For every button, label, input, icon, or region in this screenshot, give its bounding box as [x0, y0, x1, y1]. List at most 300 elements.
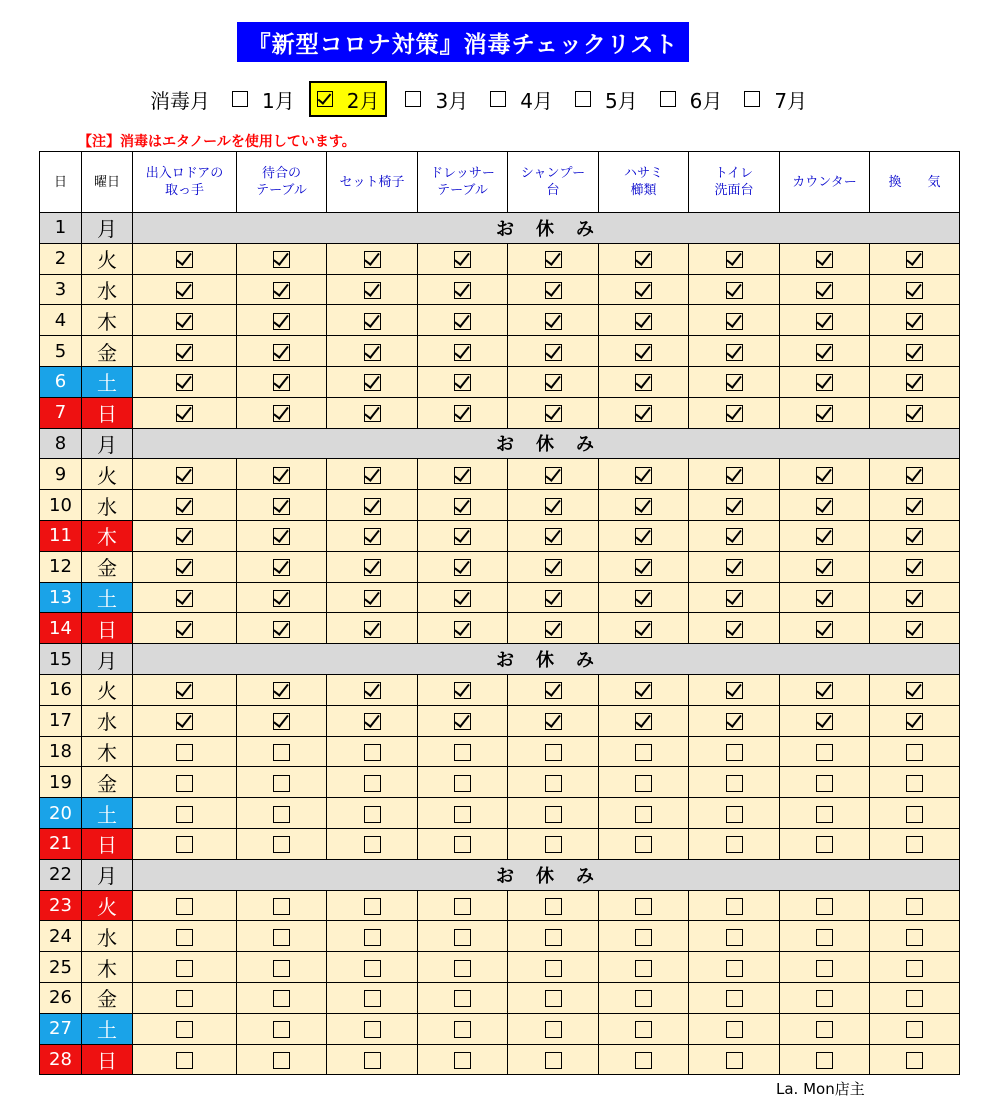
checked-box-icon[interactable] [176, 344, 193, 361]
empty-box-icon[interactable] [744, 91, 760, 107]
checked-box-icon[interactable] [364, 251, 381, 268]
empty-box-icon[interactable] [545, 929, 562, 946]
check-cell [599, 243, 689, 274]
check-cell [870, 1044, 960, 1075]
header-column [780, 152, 870, 213]
check-cell [327, 490, 418, 521]
check-cell [133, 305, 237, 336]
checked-box-icon[interactable] [364, 313, 381, 330]
checked-box-icon[interactable] [816, 559, 833, 576]
checked-box-icon[interactable] [816, 590, 833, 607]
day-cell: 10 [40, 490, 82, 521]
day-cell: 7 [40, 397, 82, 428]
month-label: 6月 [689, 88, 723, 113]
table-row [40, 613, 960, 644]
header-column [599, 152, 689, 213]
header-column [870, 152, 960, 213]
month-option[interactable] [228, 83, 299, 115]
checked-box-icon[interactable] [635, 405, 652, 422]
check-cell [327, 274, 418, 305]
check-cell [599, 520, 689, 551]
checked-box-icon[interactable] [635, 251, 652, 268]
empty-box-icon[interactable] [726, 1021, 743, 1038]
empty-box-icon[interactable] [726, 898, 743, 915]
checked-box-icon[interactable] [635, 528, 652, 545]
checked-box-icon[interactable] [273, 313, 290, 330]
table-row [40, 243, 960, 274]
empty-box-icon[interactable] [273, 806, 290, 823]
checked-box-icon[interactable] [176, 251, 193, 268]
checked-box-icon[interactable] [906, 313, 923, 330]
header-column [133, 152, 237, 213]
checked-box-icon[interactable] [635, 682, 652, 699]
empty-box-icon[interactable] [635, 744, 652, 761]
empty-box-icon[interactable] [906, 1052, 923, 1069]
checked-box-icon[interactable] [906, 374, 923, 391]
checked-box-icon[interactable] [816, 313, 833, 330]
empty-box-icon[interactable] [490, 91, 506, 107]
month-option[interactable] [309, 81, 388, 117]
checked-box-icon[interactable] [726, 713, 743, 730]
check-cell [133, 336, 237, 367]
checked-box-icon[interactable] [726, 374, 743, 391]
check-cell [133, 366, 237, 397]
weekday-cell: 水 [82, 490, 133, 521]
checked-box-icon[interactable] [545, 344, 562, 361]
month-option[interactable] [740, 83, 811, 115]
checked-box-icon[interactable] [273, 559, 290, 576]
empty-box-icon[interactable] [816, 744, 833, 761]
check-cell [508, 1044, 599, 1075]
check-cell [870, 952, 960, 983]
checked-box-icon[interactable] [364, 467, 381, 484]
checked-box-icon[interactable] [816, 374, 833, 391]
check-cell [133, 274, 237, 305]
checked-box-icon[interactable] [454, 344, 471, 361]
checked-box-icon[interactable] [545, 467, 562, 484]
day-cell: 4 [40, 305, 82, 336]
checked-box-icon[interactable] [635, 713, 652, 730]
check-cell [599, 767, 689, 798]
empty-box-icon[interactable] [364, 1021, 381, 1038]
check-cell [870, 397, 960, 428]
check-cell [870, 1013, 960, 1044]
month-option[interactable] [571, 83, 642, 115]
checked-box-icon[interactable] [273, 374, 290, 391]
checked-box-icon[interactable] [635, 559, 652, 576]
check-cell [133, 243, 237, 274]
day-cell: 22 [40, 859, 82, 890]
checked-box-icon[interactable] [545, 374, 562, 391]
empty-box-icon[interactable] [364, 1052, 381, 1069]
checked-box-icon[interactable] [726, 282, 743, 299]
empty-box-icon[interactable] [176, 806, 193, 823]
checked-box-icon[interactable] [454, 282, 471, 299]
checked-box-icon[interactable] [906, 559, 923, 576]
check-cell [133, 520, 237, 551]
checked-box-icon[interactable] [545, 713, 562, 730]
day-cell: 26 [40, 982, 82, 1013]
day-cell: 19 [40, 767, 82, 798]
checked-box-icon[interactable] [273, 344, 290, 361]
empty-box-icon[interactable] [635, 898, 652, 915]
checked-box-icon[interactable] [726, 498, 743, 515]
empty-box-icon[interactable] [176, 836, 193, 853]
checked-box-icon[interactable] [176, 621, 193, 638]
empty-box-icon[interactable] [635, 960, 652, 977]
check-cell [689, 243, 780, 274]
checked-box-icon[interactable] [176, 528, 193, 545]
check-cell [870, 890, 960, 921]
check-cell [418, 274, 508, 305]
check-cell [780, 613, 870, 644]
empty-box-icon[interactable] [726, 836, 743, 853]
checked-box-icon[interactable] [906, 251, 923, 268]
checked-box-icon[interactable] [545, 313, 562, 330]
empty-box-icon[interactable] [176, 929, 193, 946]
check-cell [508, 613, 599, 644]
checked-box-icon[interactable] [726, 682, 743, 699]
checked-box-icon[interactable] [545, 405, 562, 422]
empty-box-icon[interactable] [364, 929, 381, 946]
checked-box-icon[interactable] [176, 559, 193, 576]
checked-box-icon[interactable] [545, 498, 562, 515]
empty-box-icon[interactable] [545, 990, 562, 1007]
checked-box-icon[interactable] [454, 682, 471, 699]
empty-box-icon[interactable] [726, 744, 743, 761]
checked-box-icon[interactable] [364, 344, 381, 361]
empty-box-icon[interactable] [816, 1052, 833, 1069]
empty-box-icon[interactable] [816, 898, 833, 915]
closed-day-cell: お 休 み [133, 428, 960, 459]
checked-box-icon[interactable] [545, 590, 562, 607]
empty-box-icon[interactable] [232, 91, 248, 107]
checked-box-icon[interactable] [364, 713, 381, 730]
weekday-cell: 火 [82, 243, 133, 274]
empty-box-icon[interactable] [906, 836, 923, 853]
empty-box-icon[interactable] [906, 1021, 923, 1038]
empty-box-icon[interactable] [364, 960, 381, 977]
closed-day-cell: お 休 み [133, 644, 960, 675]
empty-box-icon[interactable] [364, 744, 381, 761]
checked-box-icon[interactable] [816, 528, 833, 545]
day-cell: 8 [40, 428, 82, 459]
empty-box-icon[interactable] [545, 744, 562, 761]
check-cell [508, 490, 599, 521]
empty-box-icon[interactable] [454, 898, 471, 915]
weekday-cell: 金 [82, 982, 133, 1013]
empty-box-icon[interactable] [176, 960, 193, 977]
check-cell [508, 1013, 599, 1044]
checked-box-icon[interactable] [273, 251, 290, 268]
empty-box-icon[interactable] [273, 898, 290, 915]
checked-box-icon[interactable] [454, 559, 471, 576]
checked-box-icon[interactable] [816, 282, 833, 299]
empty-box-icon[interactable] [176, 775, 193, 792]
checked-box-icon[interactable] [906, 528, 923, 545]
checked-box-icon[interactable] [726, 344, 743, 361]
checked-box-icon[interactable] [454, 405, 471, 422]
empty-box-icon[interactable] [635, 806, 652, 823]
checked-box-icon[interactable] [906, 713, 923, 730]
empty-box-icon[interactable] [454, 806, 471, 823]
checked-box-icon[interactable] [906, 590, 923, 607]
check-cell [780, 921, 870, 952]
checked-box-icon[interactable] [454, 251, 471, 268]
checked-box-icon[interactable] [176, 282, 193, 299]
check-cell [870, 520, 960, 551]
checked-box-icon[interactable] [635, 621, 652, 638]
check-cell [870, 613, 960, 644]
checked-box-icon[interactable] [906, 405, 923, 422]
empty-box-icon[interactable] [726, 990, 743, 1007]
checked-box-icon[interactable] [726, 559, 743, 576]
table-row [40, 736, 960, 767]
empty-box-icon[interactable] [273, 775, 290, 792]
checked-box-icon[interactable] [364, 559, 381, 576]
table-row [40, 428, 960, 459]
check-cell [780, 890, 870, 921]
checked-box-icon[interactable] [364, 374, 381, 391]
checked-box-icon[interactable] [176, 374, 193, 391]
empty-box-icon[interactable] [816, 990, 833, 1007]
checked-box-icon[interactable] [906, 282, 923, 299]
check-cell [599, 736, 689, 767]
checked-box-icon[interactable] [545, 559, 562, 576]
checked-box-icon[interactable] [454, 313, 471, 330]
empty-box-icon[interactable] [273, 929, 290, 946]
table-row [40, 551, 960, 582]
empty-box-icon[interactable] [660, 91, 676, 107]
checked-box-icon[interactable] [545, 528, 562, 545]
checked-box-icon[interactable] [364, 590, 381, 607]
checked-box-icon[interactable] [635, 498, 652, 515]
checked-box-icon[interactable] [176, 405, 193, 422]
empty-box-icon[interactable] [906, 929, 923, 946]
month-option[interactable] [656, 83, 727, 115]
empty-box-icon[interactable] [816, 929, 833, 946]
checked-box-icon[interactable] [726, 621, 743, 638]
checked-box-icon[interactable] [545, 282, 562, 299]
checked-box-icon[interactable] [176, 498, 193, 515]
empty-box-icon[interactable] [405, 91, 421, 107]
empty-box-icon[interactable] [816, 836, 833, 853]
checked-box-icon[interactable] [176, 682, 193, 699]
check-cell [689, 551, 780, 582]
checked-box-icon[interactable] [726, 528, 743, 545]
empty-box-icon[interactable] [906, 806, 923, 823]
checked-box-icon[interactable] [635, 374, 652, 391]
checked-box-icon[interactable] [635, 590, 652, 607]
checked-box-icon[interactable] [364, 282, 381, 299]
checked-box-icon[interactable] [273, 405, 290, 422]
check-cell [418, 921, 508, 952]
empty-box-icon[interactable] [635, 836, 652, 853]
check-cell [133, 767, 237, 798]
empty-box-icon[interactable] [364, 836, 381, 853]
empty-box-icon[interactable] [816, 960, 833, 977]
empty-box-icon[interactable] [635, 775, 652, 792]
check-cell [237, 582, 327, 613]
check-cell [508, 982, 599, 1013]
checked-box-icon[interactable] [273, 498, 290, 515]
empty-box-icon[interactable] [364, 775, 381, 792]
checked-box-icon[interactable] [273, 621, 290, 638]
empty-box-icon[interactable] [635, 1021, 652, 1038]
empty-box-icon[interactable] [454, 1052, 471, 1069]
checked-box-icon[interactable] [816, 251, 833, 268]
month-option[interactable] [486, 83, 557, 115]
checked-box-icon[interactable] [364, 621, 381, 638]
checked-box-icon[interactable] [273, 590, 290, 607]
check-cell [689, 767, 780, 798]
empty-box-icon[interactable] [364, 806, 381, 823]
empty-box-icon[interactable] [273, 744, 290, 761]
checked-box-icon[interactable] [816, 467, 833, 484]
check-cell [780, 336, 870, 367]
checked-box-icon[interactable] [635, 313, 652, 330]
checked-box-icon[interactable] [454, 498, 471, 515]
empty-box-icon[interactable] [726, 806, 743, 823]
checked-box-icon[interactable] [816, 713, 833, 730]
checked-box-icon[interactable] [906, 344, 923, 361]
empty-box-icon[interactable] [273, 1021, 290, 1038]
empty-box-icon[interactable] [906, 960, 923, 977]
empty-box-icon[interactable] [635, 1052, 652, 1069]
checked-box-icon[interactable] [273, 467, 290, 484]
check-cell [689, 798, 780, 829]
empty-box-icon[interactable] [906, 775, 923, 792]
checked-box-icon[interactable] [317, 91, 333, 107]
checked-box-icon[interactable] [273, 528, 290, 545]
checked-box-icon[interactable] [816, 405, 833, 422]
checked-box-icon[interactable] [726, 467, 743, 484]
checked-box-icon[interactable] [176, 467, 193, 484]
empty-box-icon[interactable] [545, 960, 562, 977]
empty-box-icon[interactable] [176, 1021, 193, 1038]
empty-box-icon[interactable] [726, 775, 743, 792]
empty-box-icon[interactable] [906, 898, 923, 915]
empty-box-icon[interactable] [176, 990, 193, 1007]
checked-box-icon[interactable] [454, 621, 471, 638]
empty-box-icon[interactable] [726, 929, 743, 946]
checked-box-icon[interactable] [364, 528, 381, 545]
empty-box-icon[interactable] [454, 929, 471, 946]
empty-box-icon[interactable] [364, 990, 381, 1007]
empty-box-icon[interactable] [816, 775, 833, 792]
checked-box-icon[interactable] [906, 467, 923, 484]
check-cell [508, 705, 599, 736]
checked-box-icon[interactable] [726, 590, 743, 607]
table-row [40, 520, 960, 551]
check-cell [870, 705, 960, 736]
empty-box-icon[interactable] [545, 1021, 562, 1038]
checked-box-icon[interactable] [816, 498, 833, 515]
checked-box-icon[interactable] [454, 528, 471, 545]
checked-box-icon[interactable] [176, 713, 193, 730]
empty-box-icon[interactable] [635, 929, 652, 946]
empty-box-icon[interactable] [454, 960, 471, 977]
table-row [40, 490, 960, 521]
empty-box-icon[interactable] [816, 1021, 833, 1038]
checked-box-icon[interactable] [906, 498, 923, 515]
checked-box-icon[interactable] [906, 621, 923, 638]
checked-box-icon[interactable] [454, 590, 471, 607]
checked-box-icon[interactable] [726, 251, 743, 268]
empty-box-icon[interactable] [726, 960, 743, 977]
checked-box-icon[interactable] [726, 313, 743, 330]
check-cell [418, 736, 508, 767]
checked-box-icon[interactable] [364, 682, 381, 699]
empty-box-icon[interactable] [454, 990, 471, 1007]
checked-box-icon[interactable] [364, 405, 381, 422]
empty-box-icon[interactable] [454, 775, 471, 792]
checked-box-icon[interactable] [364, 498, 381, 515]
check-cell [780, 798, 870, 829]
empty-box-icon[interactable] [906, 744, 923, 761]
checked-box-icon[interactable] [545, 621, 562, 638]
empty-box-icon[interactable] [273, 1052, 290, 1069]
checked-box-icon[interactable] [273, 713, 290, 730]
empty-box-icon[interactable] [726, 1052, 743, 1069]
checked-box-icon[interactable] [726, 405, 743, 422]
empty-box-icon[interactable] [545, 806, 562, 823]
checked-box-icon[interactable] [454, 374, 471, 391]
empty-box-icon[interactable] [176, 744, 193, 761]
checked-box-icon[interactable] [545, 251, 562, 268]
checked-box-icon[interactable] [906, 682, 923, 699]
empty-box-icon[interactable] [454, 836, 471, 853]
table-row [40, 1013, 960, 1044]
checked-box-icon[interactable] [635, 282, 652, 299]
empty-box-icon[interactable] [545, 898, 562, 915]
check-cell [237, 828, 327, 859]
empty-box-icon[interactable] [816, 806, 833, 823]
empty-box-icon[interactable] [454, 1021, 471, 1038]
checked-box-icon[interactable] [454, 713, 471, 730]
checked-box-icon[interactable] [635, 467, 652, 484]
empty-box-icon[interactable] [545, 836, 562, 853]
check-cell [327, 952, 418, 983]
checked-box-icon[interactable] [176, 313, 193, 330]
check-cell [237, 397, 327, 428]
empty-box-icon[interactable] [176, 1052, 193, 1069]
checked-box-icon[interactable] [635, 344, 652, 361]
empty-box-icon[interactable] [364, 898, 381, 915]
checked-box-icon[interactable] [816, 621, 833, 638]
checked-box-icon[interactable] [816, 344, 833, 361]
checked-box-icon[interactable] [273, 682, 290, 699]
empty-box-icon[interactable] [176, 898, 193, 915]
checked-box-icon[interactable] [176, 590, 193, 607]
checked-box-icon[interactable] [816, 682, 833, 699]
checked-box-icon[interactable] [545, 682, 562, 699]
empty-box-icon[interactable] [273, 960, 290, 977]
empty-box-icon[interactable] [545, 1052, 562, 1069]
check-cell [237, 736, 327, 767]
empty-box-icon[interactable] [575, 91, 591, 107]
empty-box-icon[interactable] [273, 836, 290, 853]
empty-box-icon[interactable] [454, 744, 471, 761]
month-option[interactable] [401, 83, 472, 115]
checked-box-icon[interactable] [273, 282, 290, 299]
empty-box-icon[interactable] [273, 990, 290, 1007]
check-cell [780, 736, 870, 767]
empty-box-icon[interactable] [545, 775, 562, 792]
empty-box-icon[interactable] [635, 990, 652, 1007]
checked-box-icon[interactable] [454, 467, 471, 484]
empty-box-icon[interactable] [906, 990, 923, 1007]
